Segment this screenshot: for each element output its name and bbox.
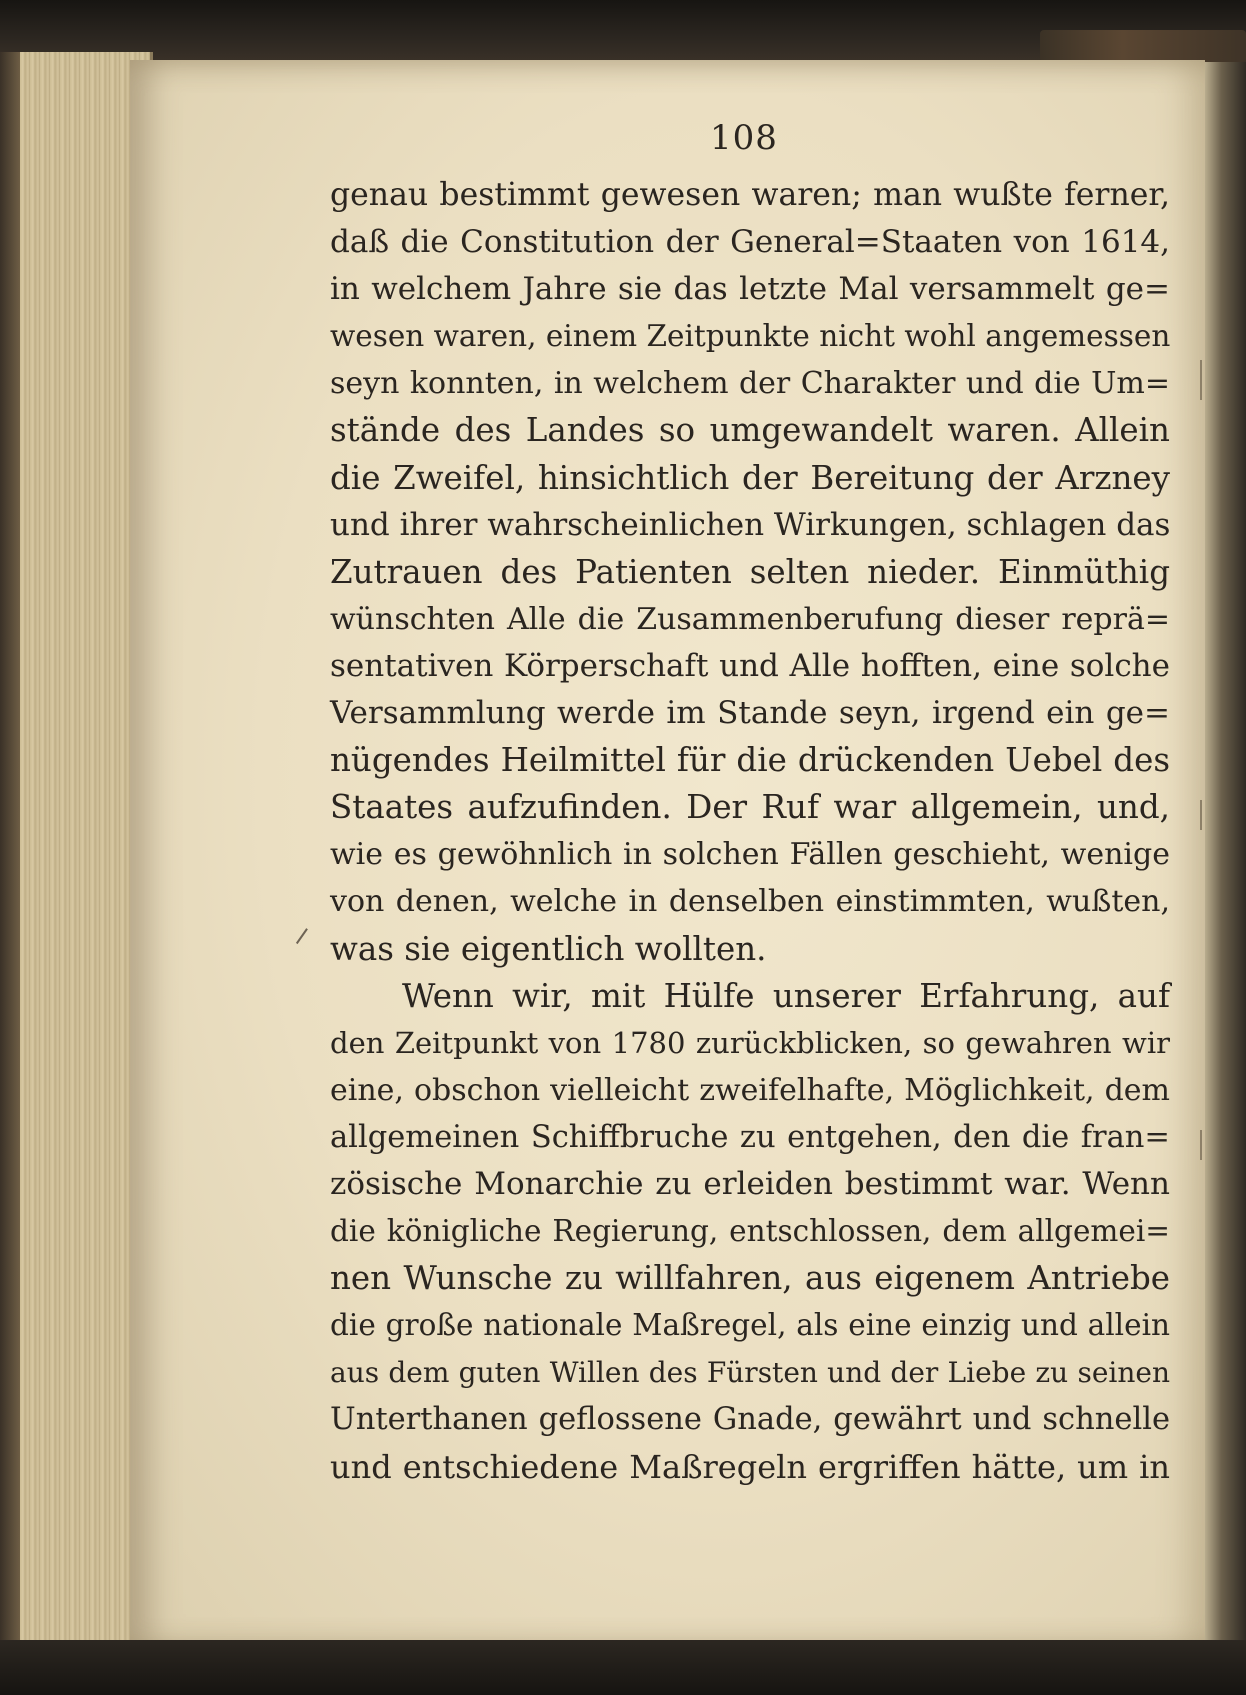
text-line: nügendes Heilmittel für die drückenden Uebel des [330, 741, 1170, 780]
text-line: die große nationale Maßregel, als eine einzig und allein [330, 1308, 1170, 1343]
text-line: sentativen Körperschaft und Alle hofften, eine solche [330, 647, 1170, 684]
text-line: die königliche Regierung, entschlossen, dem allgemei= [330, 1214, 1170, 1249]
page-edge-mark [1200, 1130, 1202, 1160]
text-line: genau bestimmt gewesen waren; man wußte ferner, [330, 177, 1170, 213]
text-line: und ihrer wahrscheinlichen Wirkungen, schlagen das [330, 506, 1171, 543]
text-line: Wenn wir, mit Hülfe unserer Erfahrung, auf [402, 976, 1170, 1015]
text-line: nen Wunsche zu willfahren, aus eigenem Antriebe [330, 1259, 1170, 1298]
book-right-edge [1205, 62, 1246, 1652]
book-bottom-edge [0, 1640, 1246, 1695]
text-line: in welchem Jahre sie das letzte Mal versammelt ge= [330, 271, 1170, 308]
text-line: wünschten Alle die Zusammenberufung dieser reprä= [330, 601, 1170, 637]
text-line: wie es gewöhnlich in solchen Fällen geschieht, wenige [330, 837, 1170, 873]
page-number: 108 [710, 118, 778, 158]
page-edge-mark [1200, 360, 1202, 400]
page-edge-mark [1200, 800, 1202, 830]
body-text [330, 172, 1170, 1491]
text-line: Unterthanen geflossene Gnade, gewährt und schnelle [330, 1402, 1170, 1438]
text-line: stände des Landes so umgewandelt waren. Allein [330, 411, 1170, 450]
text-line: Zutrauen des Patienten selten nieder. Einmüthig [330, 552, 1170, 591]
text-line: und entschiedene Maßregeln ergriffen hätte, um in [330, 1447, 1170, 1486]
text-line: Versammlung werde im Stande seyn, irgend ein ge= [330, 695, 1170, 732]
text-line: zösische Monarchie zu erleiden bestimmt war. Wenn [330, 1165, 1170, 1202]
book-binding [1040, 30, 1246, 62]
text-line: von denen, welche in denselben einstimmten, wußten, [330, 884, 1170, 920]
text-line: die Zweifel, hinsichtlich der Bereitung der Arzney [330, 458, 1170, 497]
text-line: aus dem guten Willen des Fürsten und der Liebe zu seinen [330, 1356, 1170, 1390]
text-line: was sie eigentlich wollten. [330, 929, 767, 968]
text-line: den Zeitpunkt von 1780 zurückblicken, so gewahren wir [330, 1025, 1170, 1060]
text-line: daß die Constitution der General=Staaten von 1614, [330, 224, 1170, 261]
text-line: wesen waren, einem Zeitpunkte nicht wohl angemessen [330, 319, 1171, 354]
paragraph [330, 973, 1170, 1491]
text-line: eine, obschon vielleicht zweifelhafte, Möglichkeit, dem [330, 1072, 1170, 1108]
text-line: seyn konnten, in welchem der Charakter und die Um= [330, 366, 1170, 402]
text-line: Staates aufzufinden. Der Ruf war allgemein, und, [330, 788, 1170, 827]
text-line: allgemeinen Schiffbruche zu entgehen, den die fran= [330, 1119, 1170, 1155]
paragraph [330, 172, 1170, 973]
